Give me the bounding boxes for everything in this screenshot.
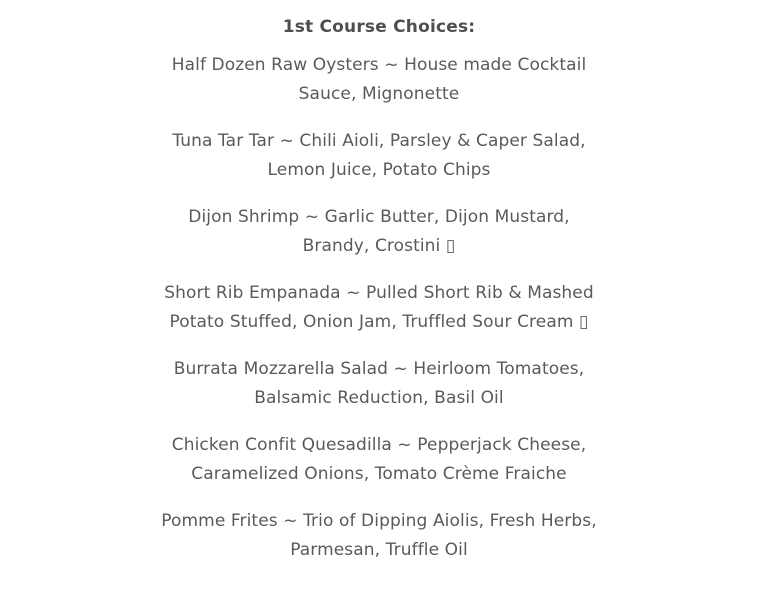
menu-item-line-2: Caramelized Onions, Tomato Crème Fraiche [191, 464, 567, 484]
menu-item [0, 431, 758, 489]
menu-item-line-1: Pomme Frites ~ Trio of Dipping Aiolis, Fresh Herbs, [161, 511, 597, 531]
menu-item-line-1: Short Rib Empanada ~ Pulled Short Rib & Mashed [164, 283, 594, 303]
menu-item-line-1: Half Dozen Raw Oysters ~ House made Cocktail [171, 55, 587, 75]
menu-heading: 1st Course Choices: [282, 17, 476, 37]
menu-item [0, 51, 758, 109]
menu-item [0, 203, 758, 261]
menu-item-line-2: Lemon Juice, Potato Chips [267, 160, 491, 180]
menu-item [0, 507, 758, 565]
menu-item-line-2: Balsamic Reduction, Basil Oil [254, 388, 504, 408]
menu-item-line-1: Tuna Tar Tar ~ Chili Aioli, Parsley & Caper Salad, [172, 131, 586, 151]
menu-item-line-1: Burrata Mozzarella Salad ~ Heirloom Tomatoes, [173, 359, 585, 379]
menu-item-line-1: Dijon Shrimp ~ Garlic Butter, Dijon Mustard, [188, 207, 570, 227]
menu-item-line-2: Parmesan, Truffle Oil [290, 540, 468, 560]
menu-item-line-2: Sauce, Mignonette [298, 84, 460, 104]
menu-item [0, 127, 758, 185]
menu-item-line-1: Chicken Confit Quesadilla ~ Pepperjack Cheese, [171, 435, 587, 455]
menu-item-line-2: Potato Stuffed, Onion Jam, Truffled Sour Cream ▯ [169, 312, 589, 332]
menu-item [0, 279, 758, 337]
menu-item [0, 355, 758, 413]
menu-item-line-2: Brandy, Crostini ▯ [302, 236, 456, 256]
